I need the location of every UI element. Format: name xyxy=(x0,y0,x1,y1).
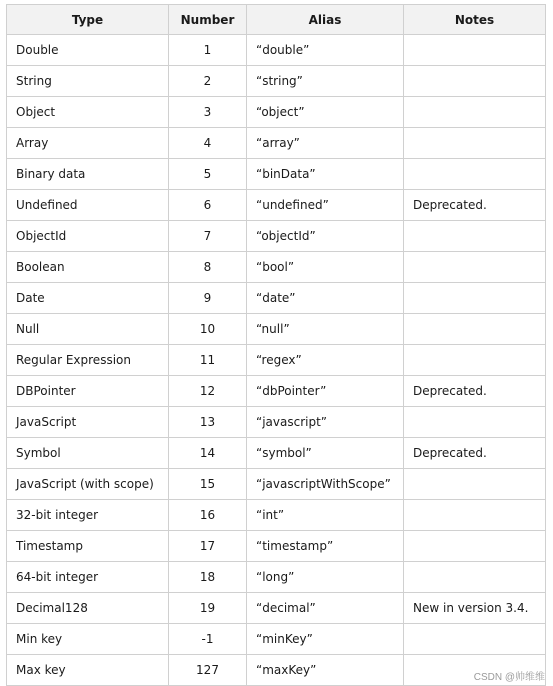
cell-alias: “date” xyxy=(247,283,404,314)
cell-type: Symbol xyxy=(7,438,169,469)
cell-number: 6 xyxy=(169,190,247,221)
cell-notes xyxy=(404,283,546,314)
cell-type: Double xyxy=(7,35,169,66)
cell-type: Regular Expression xyxy=(7,345,169,376)
cell-number: 17 xyxy=(169,531,247,562)
cell-number: 19 xyxy=(169,593,247,624)
cell-type: Object xyxy=(7,97,169,128)
table-row xyxy=(7,221,546,252)
table-row xyxy=(7,66,546,97)
cell-notes xyxy=(404,407,546,438)
table-row xyxy=(7,469,546,500)
cell-type: 64-bit integer xyxy=(7,562,169,593)
table-row xyxy=(7,159,546,190)
table-row xyxy=(7,35,546,66)
cell-number: -1 xyxy=(169,624,247,655)
header-row xyxy=(7,5,546,35)
cell-alias: “bool” xyxy=(247,252,404,283)
cell-number: 13 xyxy=(169,407,247,438)
cell-number: 11 xyxy=(169,345,247,376)
cell-type: Boolean xyxy=(7,252,169,283)
cell-type: Decimal128 xyxy=(7,593,169,624)
table-row xyxy=(7,624,546,655)
cell-type: JavaScript xyxy=(7,407,169,438)
cell-alias: “null” xyxy=(247,314,404,345)
cell-alias: “regex” xyxy=(247,345,404,376)
table-row xyxy=(7,500,546,531)
cell-number: 10 xyxy=(169,314,247,345)
cell-number: 4 xyxy=(169,128,247,159)
cell-notes xyxy=(404,252,546,283)
cell-alias: “javascriptWithScope” xyxy=(247,469,404,500)
cell-number: 9 xyxy=(169,283,247,314)
cell-notes xyxy=(404,128,546,159)
cell-number: 2 xyxy=(169,66,247,97)
cell-type: ObjectId xyxy=(7,221,169,252)
cell-alias: “objectId” xyxy=(247,221,404,252)
cell-notes xyxy=(404,345,546,376)
cell-notes xyxy=(404,221,546,252)
cell-notes xyxy=(404,624,546,655)
cell-notes: Deprecated. xyxy=(404,376,546,407)
cell-alias: “double” xyxy=(247,35,404,66)
cell-type: JavaScript (with scope) xyxy=(7,469,169,500)
cell-notes: New in version 3.4. xyxy=(404,593,546,624)
cell-notes xyxy=(404,35,546,66)
cell-alias: “array” xyxy=(247,128,404,159)
cell-notes xyxy=(404,66,546,97)
bson-types-table xyxy=(6,4,546,686)
table-row xyxy=(7,593,546,624)
column-header-number: Number xyxy=(169,5,247,35)
csdn-watermark: CSDN @帅维维 xyxy=(473,672,545,683)
cell-number: 12 xyxy=(169,376,247,407)
table-row xyxy=(7,128,546,159)
column-header-notes: Notes xyxy=(404,5,546,35)
cell-number: 18 xyxy=(169,562,247,593)
cell-notes: Deprecated. xyxy=(404,190,546,221)
cell-type: Date xyxy=(7,283,169,314)
table-row xyxy=(7,345,546,376)
cell-alias: “string” xyxy=(247,66,404,97)
table-row xyxy=(7,314,546,345)
cell-type: Binary data xyxy=(7,159,169,190)
cell-alias: “timestamp” xyxy=(247,531,404,562)
cell-number: 127 xyxy=(169,655,247,686)
column-header-type: Type xyxy=(7,5,169,35)
cell-alias: “long” xyxy=(247,562,404,593)
cell-number: 16 xyxy=(169,500,247,531)
table-row xyxy=(7,97,546,128)
cell-notes xyxy=(404,469,546,500)
table-row xyxy=(7,376,546,407)
cell-number: 8 xyxy=(169,252,247,283)
table-row xyxy=(7,531,546,562)
cell-type: Min key xyxy=(7,624,169,655)
cell-type: 32-bit integer xyxy=(7,500,169,531)
cell-alias: “int” xyxy=(247,500,404,531)
table-body xyxy=(7,35,546,686)
cell-alias: “object” xyxy=(247,97,404,128)
table-row xyxy=(7,252,546,283)
cell-number: 7 xyxy=(169,221,247,252)
cell-number: 5 xyxy=(169,159,247,190)
cell-type: Max key xyxy=(7,655,169,686)
table-row xyxy=(7,283,546,314)
cell-notes xyxy=(404,159,546,190)
cell-alias: “undefined” xyxy=(247,190,404,221)
cell-alias: “minKey” xyxy=(247,624,404,655)
table-row xyxy=(7,407,546,438)
cell-alias: “decimal” xyxy=(247,593,404,624)
cell-notes xyxy=(404,531,546,562)
cell-alias: “binData” xyxy=(247,159,404,190)
table-row xyxy=(7,190,546,221)
cell-notes: Deprecated. xyxy=(404,438,546,469)
table-row xyxy=(7,438,546,469)
column-header-alias: Alias xyxy=(247,5,404,35)
cell-notes xyxy=(404,314,546,345)
table-row xyxy=(7,562,546,593)
cell-type: Timestamp xyxy=(7,531,169,562)
cell-type: Undefined xyxy=(7,190,169,221)
cell-type: String xyxy=(7,66,169,97)
cell-notes xyxy=(404,562,546,593)
cell-type: DBPointer xyxy=(7,376,169,407)
table-row xyxy=(7,655,546,686)
cell-alias: “maxKey” xyxy=(247,655,404,686)
cell-number: 3 xyxy=(169,97,247,128)
cell-number: 1 xyxy=(169,35,247,66)
cell-notes xyxy=(404,97,546,128)
cell-alias: “symbol” xyxy=(247,438,404,469)
cell-alias: “javascript” xyxy=(247,407,404,438)
cell-notes xyxy=(404,500,546,531)
cell-alias: “dbPointer” xyxy=(247,376,404,407)
cell-type: Null xyxy=(7,314,169,345)
cell-type: Array xyxy=(7,128,169,159)
cell-number: 14 xyxy=(169,438,247,469)
cell-number: 15 xyxy=(169,469,247,500)
table-header xyxy=(7,5,546,35)
